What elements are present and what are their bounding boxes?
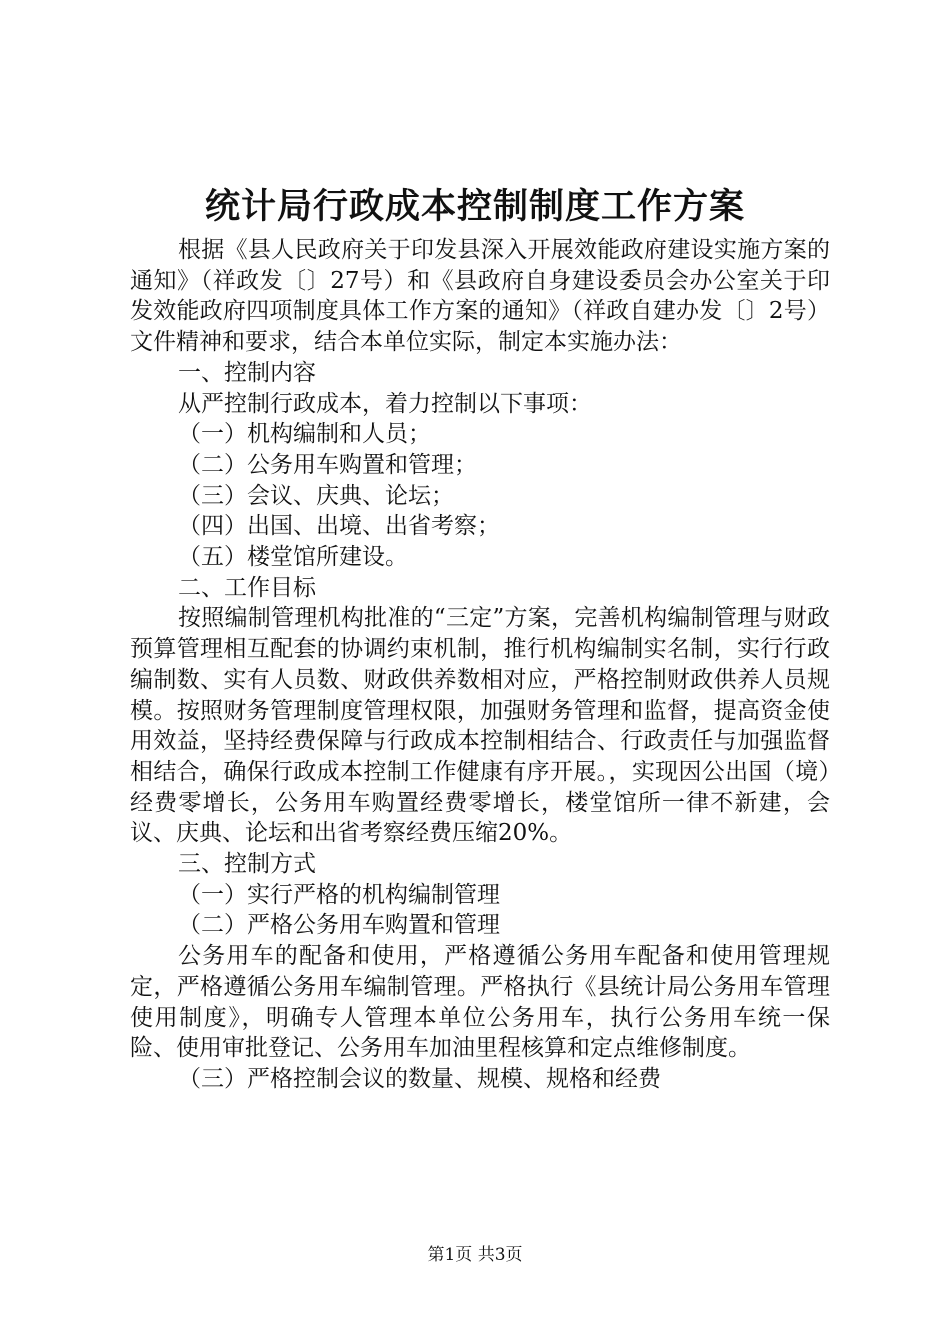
control-item-2: （二）公务用车购置和管理；: [178, 451, 477, 478]
page-footer: 第1页 共3页: [427, 1245, 523, 1265]
intro-paragraph: 根据《县人民政府关于印发县深入开展效能政府建设实施方案的通知》（祥政发〔〕27号）和《县政府自身建设委员会办公室关于印发效能政府四项制度具体工作方案的通知》（祥政自建办发〔〕2号）文件精神和要求，结合本单位实际，制定本实施办法：: [130, 237, 830, 356]
vehicle-management-paragraph: 公务用车的配备和使用，严格遵循公务用车配备和使用管理规定，严格遵循公务用车编制管理。严格执行《县统计局公务用车管理使用制度》，明确专人管理本单位公务用车，执行公务用车统一保险、使用审批登记、公务用车加油里程核算和定点维修制度。: [130, 943, 830, 1062]
control-item-1: （一）机构编制和人员；: [178, 421, 431, 448]
control-item-4: （四）出国、出境、出省考察；: [178, 513, 500, 540]
document-body: [130, 235, 830, 1095]
method-item-3: （三）严格控制会议的数量、规模、规格和经费: [178, 1065, 661, 1092]
control-items-lead: 从严控制行政成本，着力控制以下事项：: [178, 390, 592, 417]
section-heading-control-content: 一、控制内容: [178, 359, 316, 386]
method-item-2: （二）严格公务用车购置和管理: [178, 912, 500, 939]
method-item-1: （一）实行严格的机构编制管理: [178, 881, 500, 908]
control-item-3: （三）会议、庆典、论坛；: [178, 482, 454, 509]
document-title: 统计局行政成本控制制度工作方案: [204, 186, 745, 227]
section-heading-work-goals: 二、工作目标: [178, 574, 316, 601]
work-goals-paragraph: 按照编制管理机构批准的“三定”方案，完善机构编制管理与财政预算管理相互配套的协调约束机制，推行机构编制实名制，实行行政编制数、实有人员数、财政供养数相对应，严格控制财政供养人员规模。按照财务管理制度管理权限，加强财务管理和监督，提高资金使用效益，坚持经费保障与行政成本控制相结合、行政责任与加强监督相结合，确保行政成本控制工作健康有序开展。，实现因公出国（境）经费零增长，公务用车购置经费零增长，楼堂馆所一律不新建，会议、庆典、论坛和出省考察经费压缩20%。: [130, 605, 830, 847]
section-heading-control-methods: 三、控制方式: [178, 851, 316, 878]
control-item-5: （五）楼堂馆所建设。: [178, 544, 408, 571]
